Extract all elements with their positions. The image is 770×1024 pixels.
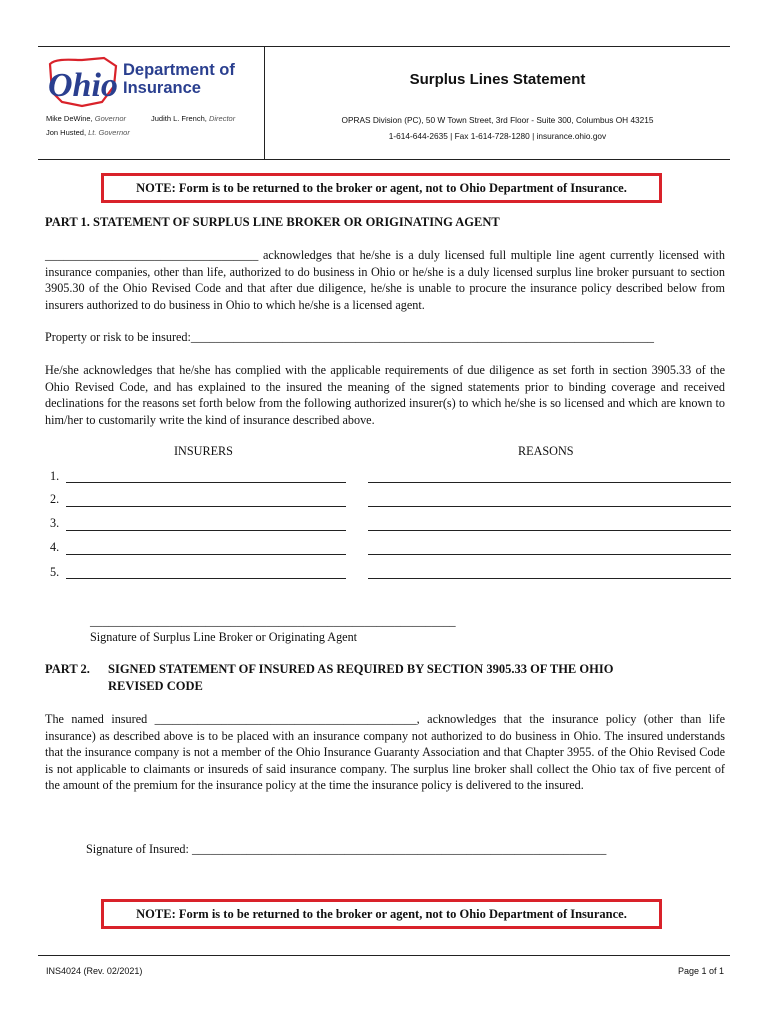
insurers-header: INSURERS (174, 444, 233, 458)
reason-field[interactable] (368, 578, 731, 579)
part2-heading-line-2: REVISED CODE (108, 679, 203, 693)
insurer-field[interactable] (66, 482, 346, 483)
part1-heading: PART 1. STATEMENT OF SURPLUS LINE BROKER OR ORIGINATING AGENT (45, 215, 500, 229)
broker-signature-label: Signature of Surplus Line Broker or Originating Agent (90, 630, 358, 644)
row-number: 2. (50, 492, 60, 506)
insured-signature-field[interactable]: Signature of Insured: ____________________________________________________________________ (86, 842, 607, 856)
department-line-2: Insurance (123, 79, 201, 97)
row-number: 4. (50, 540, 60, 554)
form-id: INS4024 (Rev. 02/2021) (46, 966, 143, 976)
reason-field[interactable] (368, 482, 731, 483)
broker-signature-line[interactable]: ____________________________________________________________ (90, 614, 456, 628)
part2-heading-line-1: SIGNED STATEMENT OF INSURED AS REQUIRED BY SECTION 3905.33 OF THE OHIO (108, 662, 614, 676)
director-title: Director (208, 114, 236, 123)
due-diligence-paragraph: He/she acknowledges that he/she has complied with the applicable requirements of due diligence as set forth in section 3905.33 of the Ohio Revised Code, and has explained to the insured the meaning of the signed statements prior to binding coverage and received declinations for the reasons set forth below from the following authorized insurer(s) to which he/she is so licensed and which are known to him/her to customarily write the kind of insurance described above. (45, 363, 725, 427)
contact-info: 1-614-644-2635 | Fax 1-614-728-1280 | insurance.ohio.gov (388, 131, 607, 141)
reason-field[interactable] (368, 530, 731, 531)
address: OPRAS Division (PC), 50 W Town Street, 3rd Floor - Suite 300, Columbus OH 43215 (341, 115, 654, 125)
part2-heading-number: PART 2. (45, 662, 90, 676)
department-line-1: Department of (123, 61, 235, 79)
reasons-header: REASONS (518, 444, 574, 458)
insurer-field[interactable] (66, 506, 346, 507)
lt-governor (46, 128, 130, 137)
form-title: Surplus Lines Statement (409, 71, 586, 88)
part1-paragraph: ___________________________________ acknowledges that he/she is a duly licensed full multiple line agent currently licensed with insurance companies, other than life, authorized to do business in Ohio or he/she is a duly licensed surplus line broker pursuant to section 3905.30 of the Ohio Revised Code and that after due diligence, he/she is unable to procure the insurance policy described below from insurers authorized to do business in Ohio to which he/she is a licensed agent. (45, 248, 725, 312)
footer-rule (38, 955, 730, 956)
row-number: 5. (50, 565, 60, 579)
insurer-field[interactable] (66, 578, 346, 579)
header-divider (264, 46, 265, 159)
director (151, 114, 235, 123)
property-field[interactable]: Property or risk to be insured:____________________________________________________________________________ (45, 330, 655, 344)
reason-field[interactable] (368, 506, 731, 507)
insurer-field[interactable] (66, 554, 346, 555)
part2-paragraph: The named insured ___________________________________________, acknowledges that the insurance policy (other than life insurance) as described above is to be placed with an insurance company not authorized to do business in Ohio. The insured understands that the insurance company is not a member of the Ohio Insurance Guaranty Association and that Chapter 3955. of the Ohio Revised Code is not applicable to claimants or insureds of said insurance company. The surplus line broker shall collect the Ohio tax of five percent of the amount of the premium for the insurance policy at the time the insurance policy is delivered to the insured. (45, 712, 725, 792)
return-note-top: NOTE: Form is to be returned to the broker or agent, not to Ohio Department of Insurance. (101, 173, 662, 203)
director-name: Judith L. French, (151, 114, 207, 123)
lt-governor-name: Jon Husted, (46, 128, 87, 137)
governor-name: Mike DeWine, (46, 114, 93, 123)
page-number: Page 1 of 1 (677, 966, 724, 976)
header-bottom-rule (38, 159, 730, 160)
header-top-rule (38, 46, 730, 47)
lt-governor-title: Lt. Governor (88, 128, 130, 137)
logo-text: Ohio (48, 67, 118, 104)
row-number: 3. (50, 516, 60, 530)
governor (46, 114, 126, 123)
reason-field[interactable] (368, 554, 731, 555)
governor-title: Governor (94, 114, 127, 123)
row-number: 1. (50, 469, 60, 483)
return-note-bottom: NOTE: Form is to be returned to the broker or agent, not to Ohio Department of Insurance. (101, 899, 662, 929)
insurer-field[interactable] (66, 530, 346, 531)
ohio-logo (42, 56, 122, 108)
department-name (123, 61, 235, 97)
